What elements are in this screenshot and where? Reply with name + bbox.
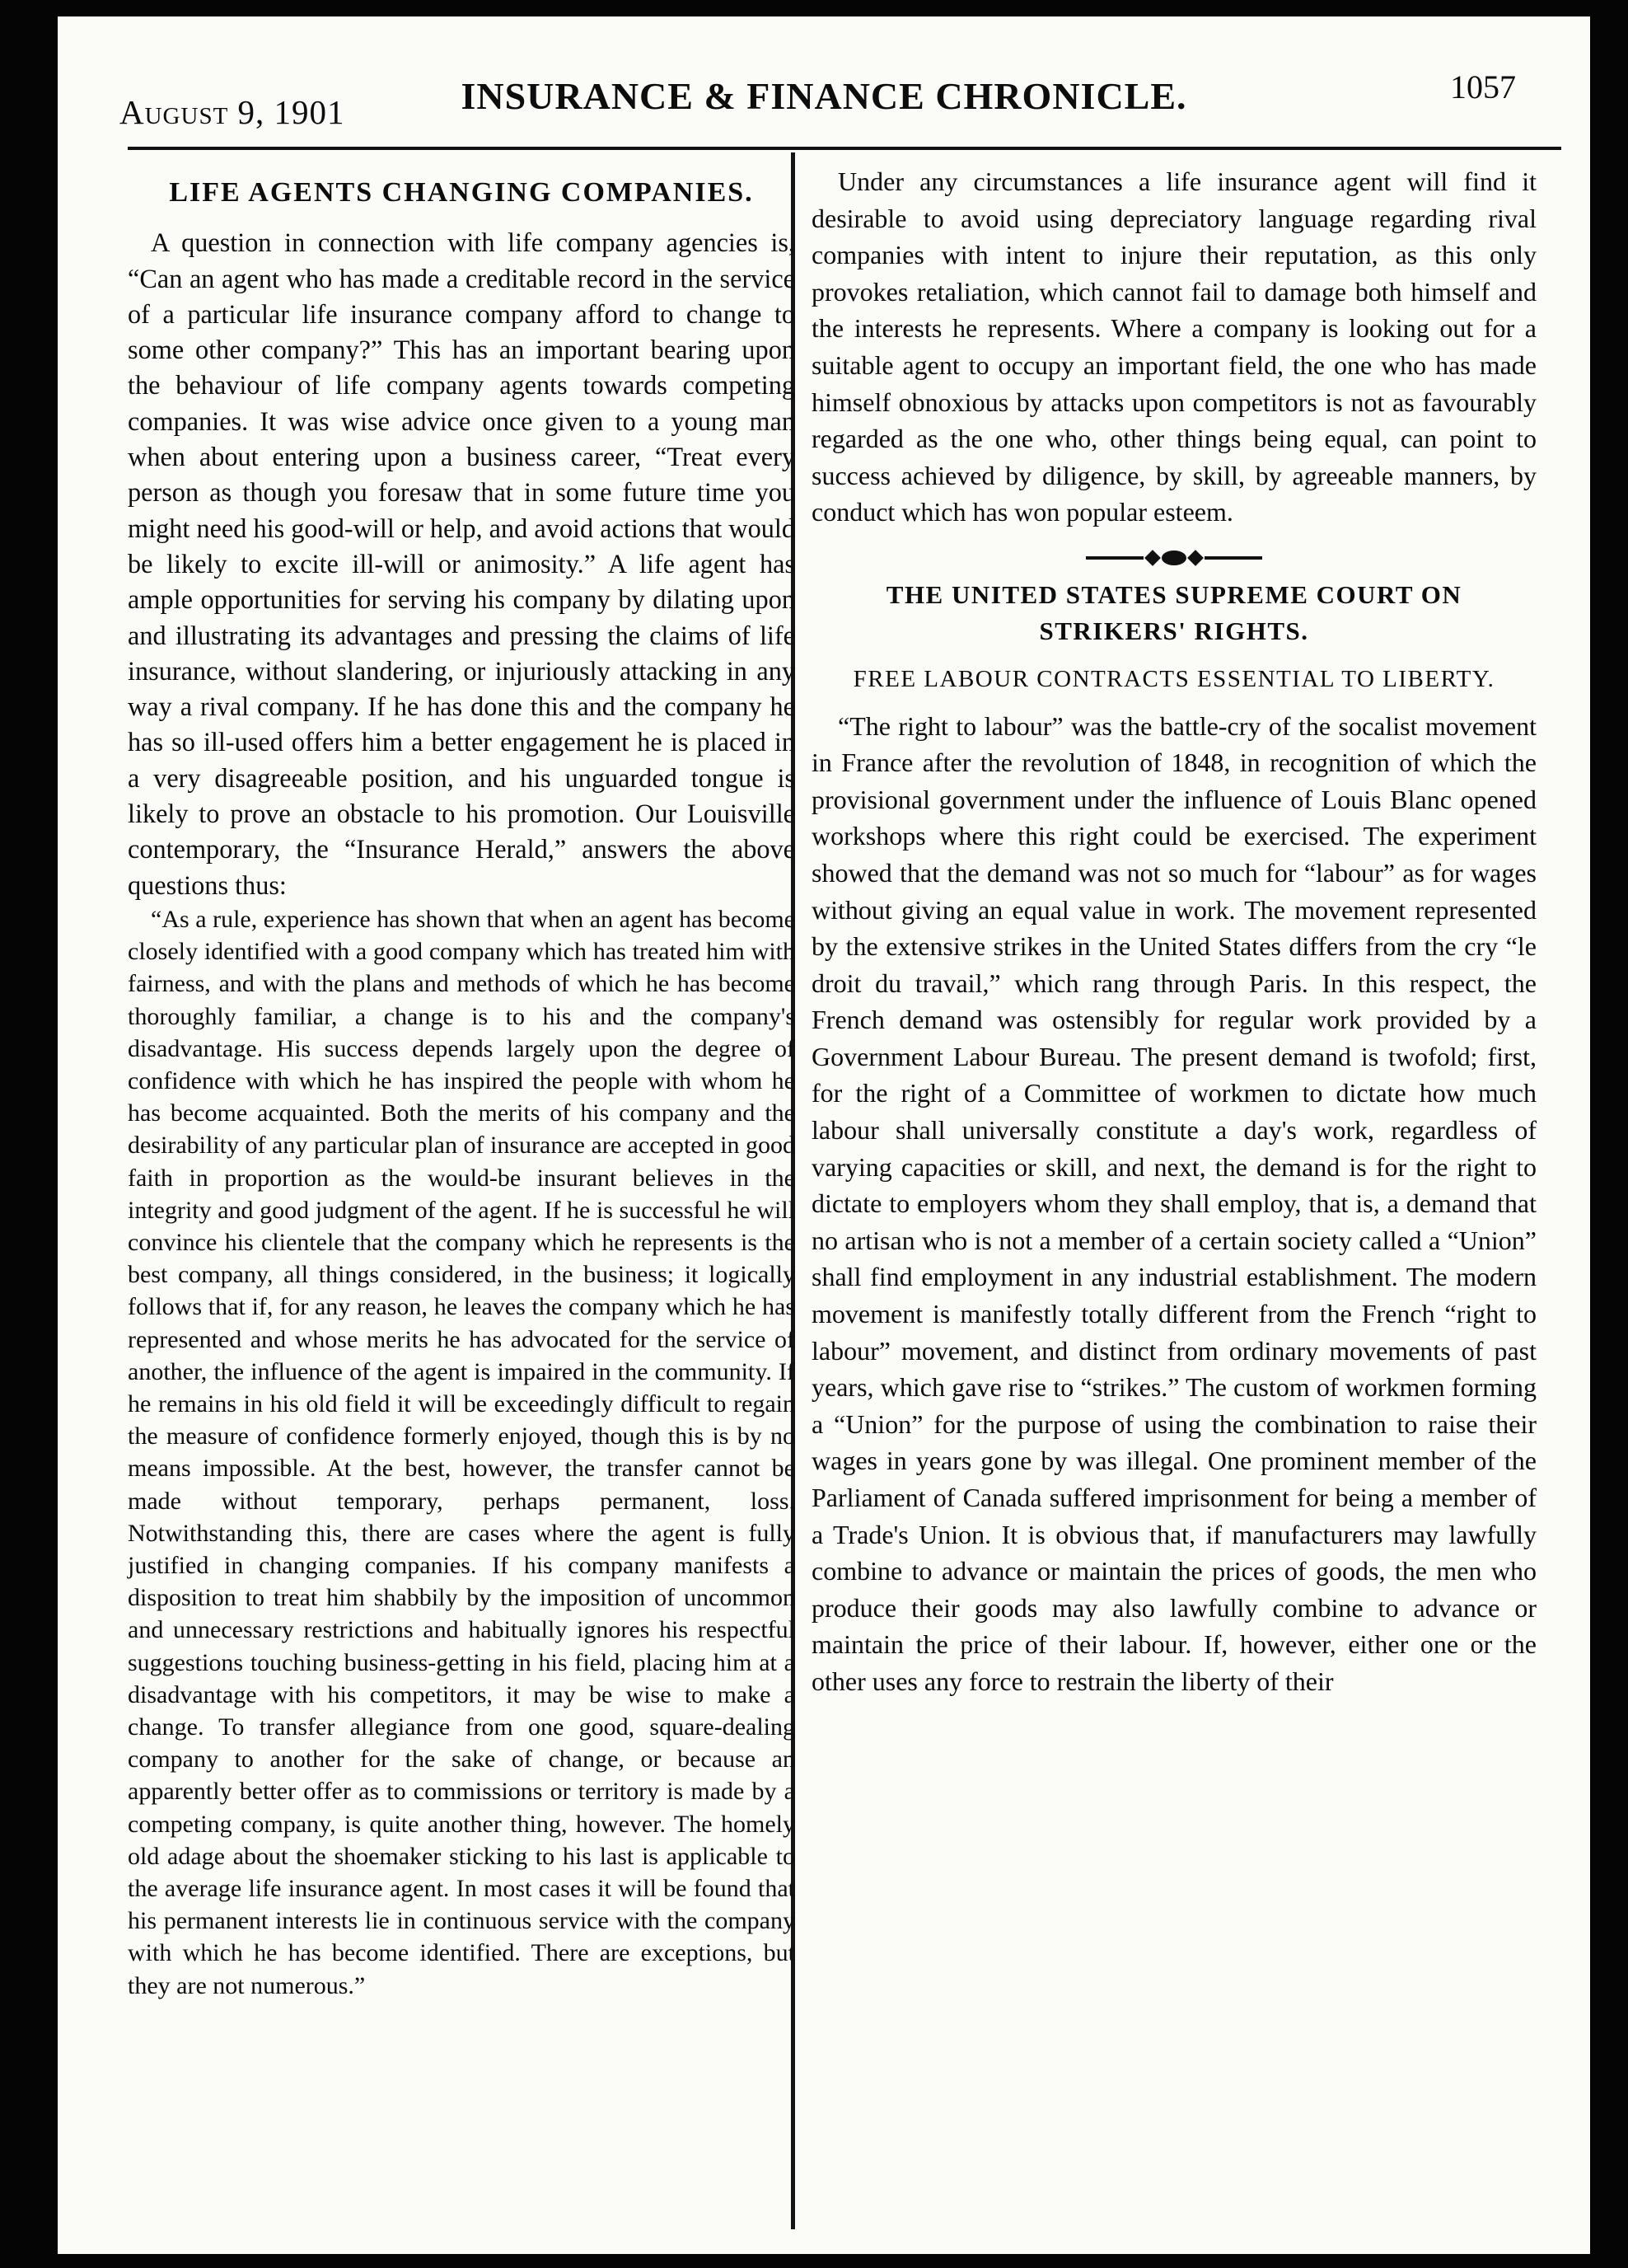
article1-title: LIFE AGENTS CHANGING COMPANIES. [169, 177, 754, 208]
header-rule [128, 147, 1561, 150]
ornament-bar [1086, 556, 1144, 560]
article2-title-line2: STRIKERS' RIGHTS. [1039, 616, 1309, 645]
article1-paragraph: A question in connection with life company agencies is, “Can an agent who has made a creditable record in the service of a particular life insurance company afford to change to some other company?” This has an important bearing upon the behaviour of life company agents towards competing companies. It was wise advice once given to a young man when about entering upon a business career, “Treat every person as though you foresaw that in some future time you might need his good-will or help, and avoid actions that would be likely to excite ill-will or animosity.” A life agent has ample opportunities for serving his company by dilating upon and illustrating its advantages and pressing the claims of life insurance, without slandering, or injuriously attacking in any way a rival company. If he has done this and the company he has so ill-used offers him a better engagement he is placed in a very disagreeable position, and his unguarded tongue is likely to prove an obstacle to his promotion. Our Louisville contemporary, the “Insurance Herald,” answers the above questions thus: [128, 227, 795, 900]
article2-body: “The right to labour” was the battle-cry of the socalist movement in France after the revolution of 1848, in recognition of which the provisional government under the influence of Louis Blanc opened workshops where this right could be exercised. The experiment showed that the demand was not so much for “labour” as for wages without giving an equal value in work. The movement represented by the extensive strikes in the United States differs from the cry “le droit du travail,” which rang through Paris. In this respect, the French demand was ostensibly for regular work provided by a Government Labour Bureau. The present demand is twofold; first, for the right of a Committee of workmen to dictate how much labour shall universally constitute a day's work, regardless of varying capacities or skill, and next, the demand is for the right to dictate to employers whom they shall employ, that is, a demand that no artisan who is not a member of a certain society called a “Union” shall find employment in any industrial establishment. The modern movement is manifestly totally different from the French “right to labour” movement, and distinct from ordinary movements of past years, which gave rise to “strikes.” The custom of workmen forming a “Union” for the purpose of using the combination to raise their wages in years gone by was illegal. One prominent member of the Parliament of Canada suffered imprisonment for being a member of a Trade's Union. It is obvious that, if manufacturers may lawfully combine to advance or maintain the prices of goods, the men who produce their goods may also lawfully combine to advance or maintain the price of their labour. If, however, either one or the other uses any force to restrain the liberty of their [812, 710, 1537, 1696]
right-column [812, 163, 1537, 1700]
ornament-dot [1187, 550, 1204, 566]
article1-conclusion: Under any circumstances a life insurance agent will find it desirable to avoid using depreciatory language regarding rival companies with intent to injure their reputation, as this only provokes retaliation, which cannot fail to damage both himself and the interests he represents. Where a company is looking out for a suitable agent to occupy an important field, the one who has made himself obnoxious by attacks upon competitors is not as favourably regarded as the one who, other things being equal, can point to success achieved by diligence, by skill, by agreeable manners, by conduct which has won popular esteem. [812, 166, 1537, 527]
journal-title: INSURANCE & FINANCE CHRONICLE. [461, 75, 1187, 117]
left-column [128, 163, 795, 2002]
ornament-bar [1205, 556, 1262, 560]
article2-subtitle: FREE LABOUR CONTRACTS ESSENTIAL TO LIBERTY. [853, 665, 1495, 692]
article2-title-line1: THE UNITED STATES SUPREME COURT ON [886, 579, 1462, 609]
article2-title [812, 577, 1537, 649]
section-ornament [812, 551, 1537, 565]
newspaper-page [58, 16, 1590, 2254]
article1-quote: “As a rule, experience has shown that when an agent has become closely identified with a good company which has treated him with fairness, and with the plans and methods of which he has become thoroughly familiar, a change is to his and the company's disadvantage. His success depends largely upon the degree of confidence with which he has inspired the people with whom he has become acquainted. Both the merits of his company and the desirability of any particular plan of insurance are accepted in good faith in proportion as the would-be insurant believes in the integrity and good judgment of the agent. If he is successful he will convince his clientele that the company which he represents is the best company, all things considered, in the business; it logically follows that if, for any reason, he leaves the company which he has represented and whose merits he has advocated for the service of another, the influence of the agent is impaired in the community. If he remains in his old field it will be exceedingly difficult to regain the measure of confidence formerly enjoyed, though this is by no means impossible. At the best, however, the transfer cannot be made without temporary, perhaps permanent, loss. Notwithstanding this, there are cases where the agent is fully justified in changing companies. If his company manifests a disposition to treat him shabbily by the imposition of uncommon and unnecessary restrictions and habitually ignores his respectful suggestions touching business-getting in his field, placing him at a disadvantage with his competitors, it may be wise to make a change. To transfer allegiance from one good, square-dealing company to another for the sake of change, or because an apparently better offer as to commissions or territory is made by a competing company, is quite another thing, however. The homely old adage about the shoemaker sticking to his last is applicable to the average life insurance agent. In most cases it will be found that his permanent interests lie in continuous service with the company with which he has become identified. There are exceptions, but they are not numerous.” [128, 905, 795, 1999]
page-number: 1057 [1450, 68, 1516, 105]
ornament-center [1162, 551, 1186, 565]
ornament-dot [1144, 550, 1161, 566]
issue-date: August 9, 1901 [119, 93, 345, 131]
masthead [58, 16, 1590, 157]
